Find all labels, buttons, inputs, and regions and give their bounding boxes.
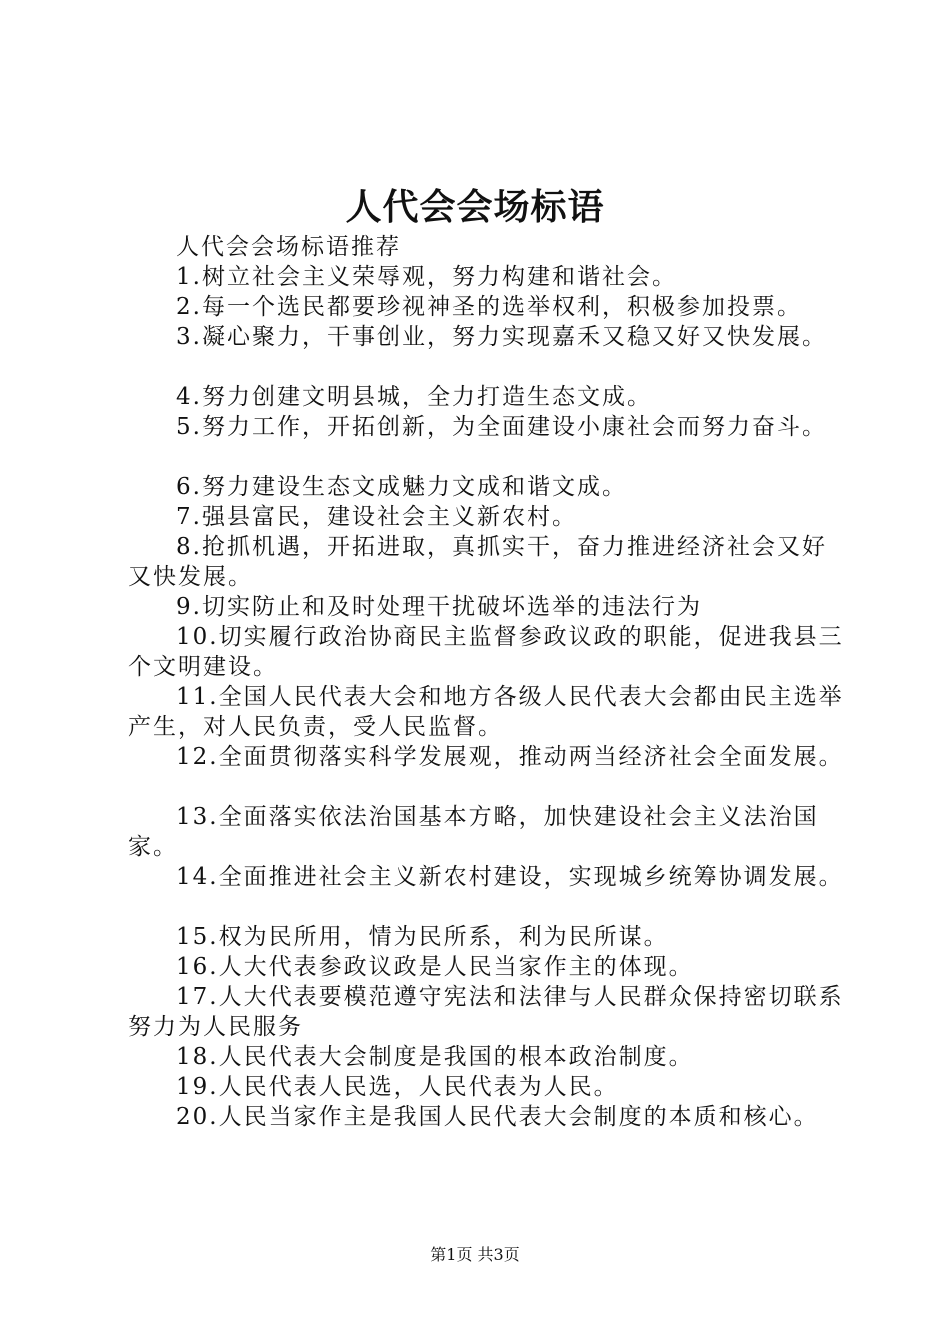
slogan-item-10: 10.切实履行政治协商民主监督参政议政的职能，促进我县三个文明建设。 (128, 624, 844, 680)
slogan-item-11: 11.全国人民代表大会和地方各级人民代表大会都由民主选举产生，对人民负责，受人民监督。 (128, 684, 844, 740)
slogan-item-18: 18.人民代表大会制度是我国的根本政治制度。 (176, 1044, 694, 1070)
slogan-item-15: 15.权为民所用，情为民所系，利为民所谋。 (176, 924, 669, 950)
paragraph-gap (128, 892, 846, 922)
slogan-item-14: 14.全面推进社会主义新农村建设，实现城乡统筹协调发展。 (176, 864, 844, 890)
document-title: 人代会会场标语 (345, 186, 605, 228)
page-footer: 第1页 共3页 (430, 1245, 520, 1264)
slogan-item-12: 12.全面贯彻落实科学发展观，推动两当经济社会全面发展。 (176, 744, 844, 770)
slogan-item-13: 13.全面落实依法治国基本方略，加快建设社会主义法治国家。 (128, 804, 819, 860)
slogan-item-16: 16.人大代表参政议政是人民当家作主的体现。 (176, 954, 694, 980)
slogan-item-9: 9.切实防止和及时处理干扰破坏选举的违法行为 (176, 594, 702, 620)
slogan-item-6: 6.努力建设生态文成魅力文成和谐文成。 (176, 474, 627, 500)
paragraph-gap (128, 772, 846, 802)
slogan-item-19: 19.人民代表人民选，人民代表为人民。 (176, 1074, 619, 1100)
slogan-item-3: 3.凝心聚力，干事创业，努力实现嘉禾又稳又好又快发展。 (176, 324, 827, 350)
slogan-item-2: 2.每一个选民都要珍视神圣的选举权利，积极参加投票。 (176, 294, 802, 320)
slogan-item-20: 20.人民当家作主是我国人民代表大会制度的本质和核心。 (176, 1104, 819, 1130)
document-body (128, 232, 846, 1132)
slogan-item-8: 8.抢抓机遇，开拓进取，真抓实干，奋力推进经济社会又好又快发展。 (128, 534, 827, 590)
slogan-item-4: 4.努力创建文明县城，全力打造生态文成。 (176, 384, 652, 410)
paragraph-gap (128, 442, 846, 472)
slogan-item-7: 7.强县富民，建设社会主义新农村。 (176, 504, 577, 530)
slogan-item-5: 5.努力工作，开拓创新，为全面建设小康社会而努力奋斗。 (176, 414, 827, 440)
slogan-item-1: 1.树立社会主义荣辱观，努力构建和谐社会。 (176, 264, 677, 290)
slogan-item-17: 17.人大代表要模范遵守宪法和法律与人民群众保持密切联系努力为人民服务 (128, 984, 844, 1040)
paragraph-gap (128, 352, 846, 382)
subtitle-line: 人代会会场标语推荐 (176, 234, 401, 260)
